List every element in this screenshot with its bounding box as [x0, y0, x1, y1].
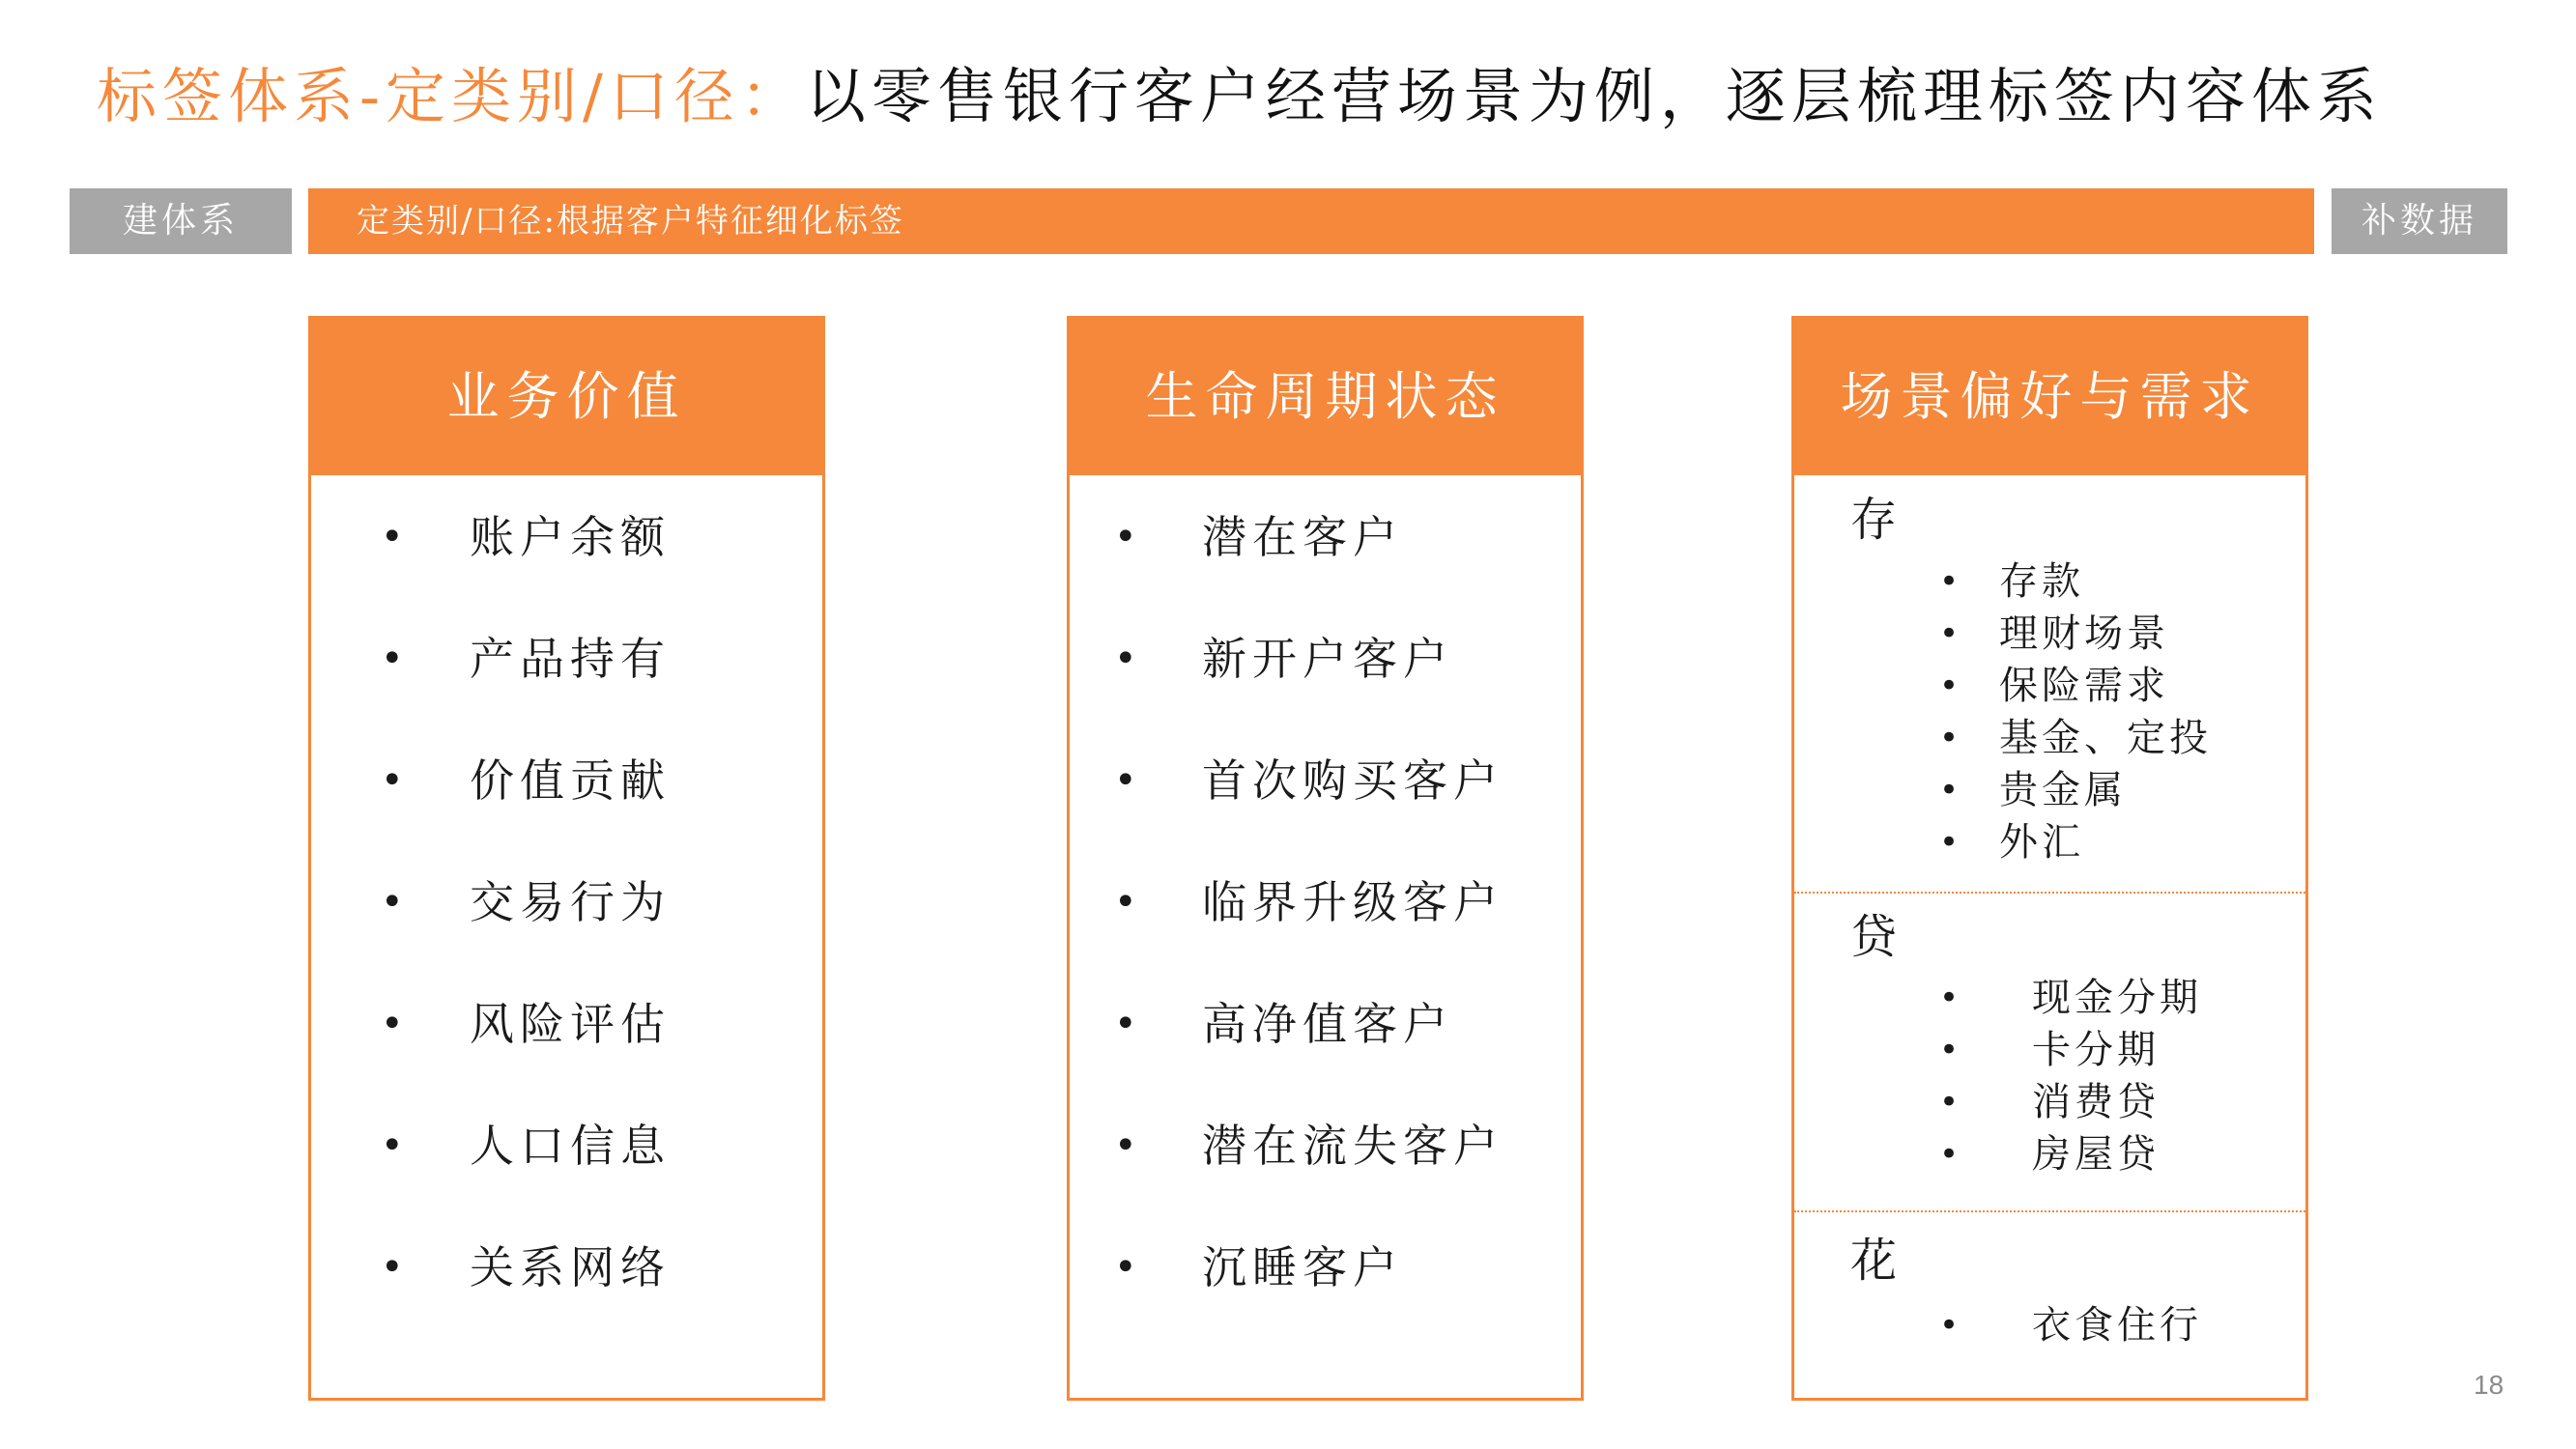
list-item-label: 沉睡客户 [1202, 1241, 1403, 1293]
bullet-icon: • [1939, 771, 1963, 810]
list-item [1070, 994, 1581, 1116]
section-heading: 花 [1850, 1234, 1898, 1288]
section-heading: 存 [1850, 493, 1898, 547]
step-define-category: 定类别/口径:根据客户特征细化标签 [308, 188, 2314, 254]
list-item [1794, 1128, 2305, 1180]
column-business-value [308, 316, 825, 1401]
list-item [311, 872, 822, 994]
list-item-label: 关系网络 [470, 1241, 671, 1293]
bullet-icon: • [1114, 515, 1143, 559]
list-item-label: 基金、定投 [1999, 716, 2212, 760]
list-item-label: 外汇 [1999, 820, 2084, 865]
list-item-label: 人口信息 [470, 1120, 671, 1172]
bullet-icon: • [1939, 562, 1963, 601]
page-number: 18 [2474, 1370, 2504, 1400]
list-item [1070, 872, 1581, 994]
title-prefix: 标签体系-定类别/口径： [97, 61, 806, 131]
bullet-icon: • [1939, 614, 1963, 653]
list-item-label: 潜在客户 [1202, 511, 1403, 563]
section-divider [1794, 1210, 2305, 1212]
list-item-label: 保险需求 [1999, 664, 2169, 708]
section-heading: 贷 [1850, 910, 1898, 964]
list-item [1070, 629, 1581, 751]
column-lifecycle-status [1067, 316, 1584, 1401]
list-item [311, 751, 822, 872]
bullet-icon: • [1939, 1135, 1963, 1174]
bullet-icon: • [1939, 1031, 1963, 1069]
list-item [1794, 764, 2305, 816]
list-item-label: 房屋贷 [2032, 1132, 2160, 1177]
list-item [311, 994, 822, 1116]
bullet-icon: • [381, 1002, 410, 1046]
bullet-icon: • [381, 758, 410, 803]
list-item [1794, 1076, 2305, 1128]
title-main: 以零售银行客户经营场景为例，逐层梳理标签内容体系 [805, 61, 2383, 131]
bullet-icon: • [1939, 1306, 1963, 1345]
bullet-icon: • [1939, 823, 1963, 862]
bullet-icon: • [381, 637, 410, 681]
list-item-label: 新开户客户 [1202, 633, 1453, 685]
list-item [1794, 608, 2305, 660]
list-item [1794, 555, 2305, 608]
bullet-icon: • [1114, 880, 1143, 924]
list-item-label: 风险评估 [470, 998, 671, 1050]
list-item [1794, 1024, 2305, 1076]
bullet-icon: • [1114, 758, 1143, 803]
bullet-icon: • [1114, 1245, 1143, 1290]
list-item-label: 消费贷 [2032, 1080, 2160, 1124]
list-item [1070, 1237, 1581, 1359]
list-item-label: 卡分期 [2032, 1028, 2160, 1072]
bullet-icon: • [1939, 1083, 1963, 1122]
list-item [311, 629, 822, 751]
list-item [1070, 751, 1581, 872]
list-item-label: 高净值客户 [1202, 998, 1453, 1050]
list-item [1794, 712, 2305, 764]
bullet-icon: • [381, 1123, 410, 1168]
tag-list [1070, 507, 1581, 1359]
list-item [1794, 816, 2305, 868]
list-item-label: 现金分期 [2032, 976, 2202, 1020]
bullet-icon: • [1939, 979, 1963, 1017]
list-item [311, 1116, 822, 1237]
list-item [1070, 1116, 1581, 1237]
list-item-label: 临界升级客户 [1202, 876, 1503, 928]
section-divider [1794, 892, 2305, 894]
list-item-label: 账户余额 [470, 511, 671, 563]
list-item-label: 贵金属 [1999, 768, 2127, 812]
list-item [311, 1237, 822, 1359]
bullet-icon: • [1114, 1002, 1143, 1046]
bullet-icon: • [1939, 667, 1963, 705]
list-item-label: 交易行为 [470, 876, 671, 928]
section-list [1794, 555, 2305, 868]
bullet-icon: • [381, 880, 410, 924]
list-item [311, 507, 822, 629]
bullet-icon: • [381, 515, 410, 559]
list-item [1794, 1299, 2305, 1351]
bullet-icon: • [381, 1245, 410, 1290]
step-build-system: 建体系 [70, 188, 292, 254]
list-item-label: 理财场景 [1999, 611, 2169, 656]
bullet-icon: • [1939, 719, 1963, 757]
column-header: 生命周期状态 [1070, 319, 1581, 475]
list-item [1070, 507, 1581, 629]
list-item-label: 衣食住行 [2032, 1303, 2202, 1348]
list-item [1794, 972, 2305, 1024]
step-supplement-data: 补数据 [2332, 188, 2507, 254]
bullet-icon: • [1114, 637, 1143, 681]
tag-list [311, 507, 822, 1359]
list-item-label: 产品持有 [470, 633, 671, 685]
list-item-label: 价值贡献 [470, 754, 671, 807]
section-list [1794, 972, 2305, 1180]
list-item-label: 首次购买客户 [1202, 754, 1503, 807]
list-item-label: 存款 [1999, 559, 2084, 604]
column-header: 场景偏好与需求 [1794, 319, 2305, 475]
page-title [97, 58, 2383, 135]
list-item [1794, 660, 2305, 712]
list-item-label: 潜在流失客户 [1202, 1120, 1503, 1172]
column-scenario-preference [1791, 316, 2308, 1401]
bullet-icon: • [1114, 1123, 1143, 1168]
section-list [1794, 1299, 2305, 1351]
column-header: 业务价值 [311, 319, 822, 475]
